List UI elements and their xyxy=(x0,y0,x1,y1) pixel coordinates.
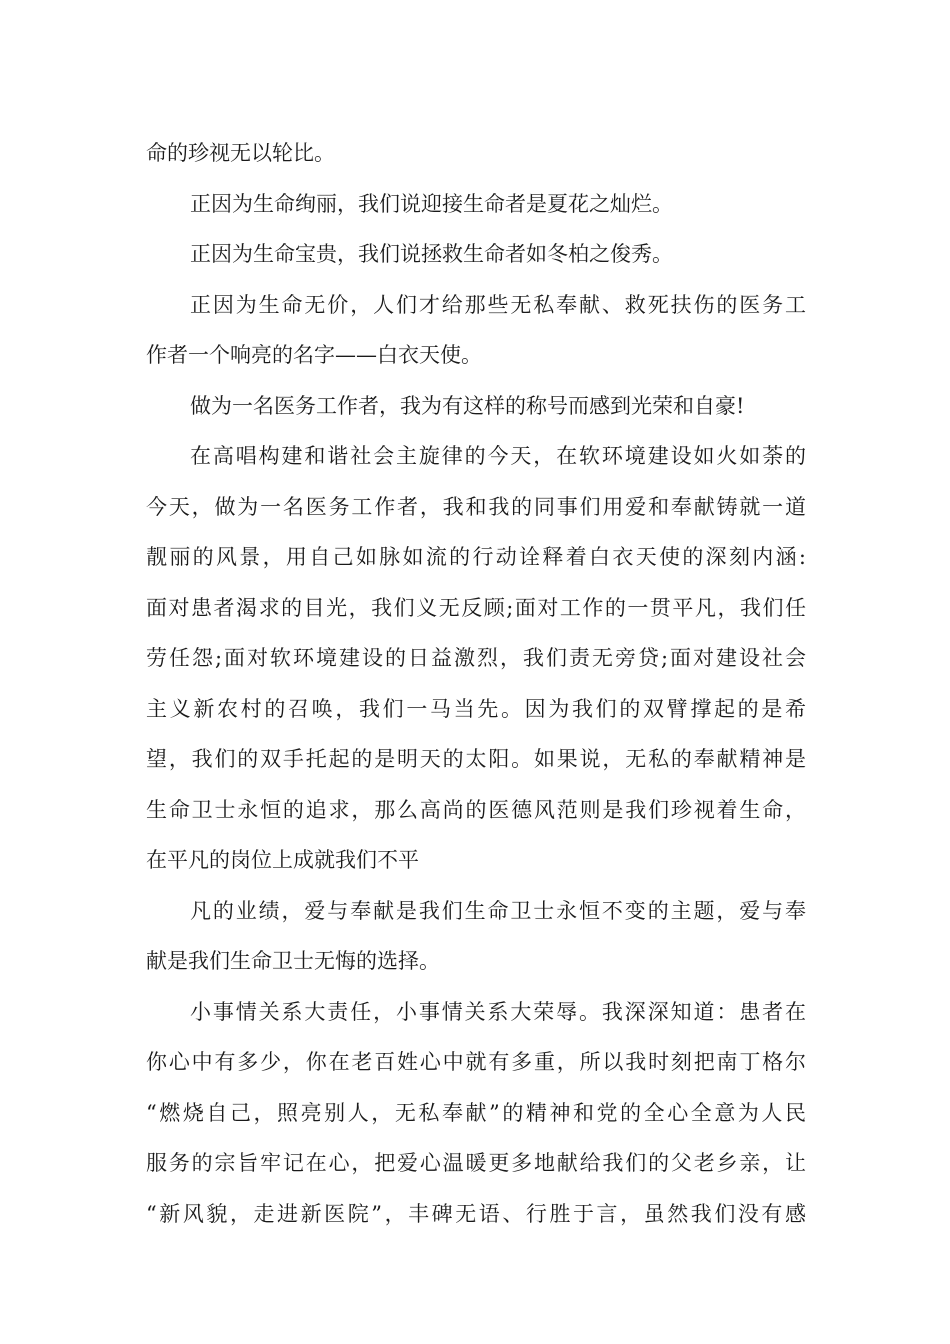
text-line: 主义新农村的召唤，我们一马当先。因为我们的双臂撑起的是希 xyxy=(146,696,806,721)
text-line: “新风貌，走进新医院”，丰碑无语、行胜于言，虽然我们没有感 xyxy=(146,1201,806,1226)
text-line: 劳任怨;面对软环境建设的日益激烈，我们责无旁贷;面对建设社会 xyxy=(146,646,806,670)
text-line: 小事情关系大责任，小事情关系大荣辱。我深深知道：患者在 xyxy=(190,999,806,1024)
text-line: 凡的业绩，爱与奉献是我们生命卫士永恒不变的主题，爱与奉 xyxy=(190,898,806,923)
text-line: 生命卫士永恒的追求，那么高尚的医德风范则是我们珍视着生命， xyxy=(146,797,806,822)
text-line: “燃烧自己，照亮别人，无私奉献”的精神和党的全心全意为人民 xyxy=(146,1100,806,1125)
text-line: 在平凡的岗位上成就我们不平 xyxy=(146,848,419,872)
text-line: 正因为生命绚丽，我们说迎接生命者是夏花之灿烂。 xyxy=(190,191,673,216)
text-line: 命的珍视无以轮比。 xyxy=(146,141,335,165)
document-body xyxy=(146,128,806,1239)
text-line: 献是我们生命卫士无悔的选择。 xyxy=(146,949,440,973)
text-line: 正因为生命宝贵，我们说拯救生命者如冬柏之俊秀。 xyxy=(190,242,673,266)
text-line: 望，我们的双手托起的是明天的太阳。如果说，无私的奉献精神是 xyxy=(146,747,806,771)
text-line: 做为一名医务工作者，我为有这样的称号而感到光荣和自豪! xyxy=(190,393,745,418)
text-line: 面对患者渴求的目光，我们义无反顾;面对工作的一贯平凡，我们任 xyxy=(146,595,806,620)
text-line: 正因为生命无价，人们才给那些无私奉献、救死扶伤的医务工 xyxy=(190,292,806,317)
text-line: 今天，做为一名医务工作者，我和我的同事们用爱和奉献铸就一道 xyxy=(146,494,806,519)
text-line: 你心中有多少，你在老百姓心中就有多重，所以我时刻把南丁格尔 xyxy=(146,1050,806,1074)
text-line: 服务的宗旨牢记在心，把爱心温暖更多地献给我们的父老乡亲，让 xyxy=(146,1151,806,1175)
text-line: 靓丽的风景，用自己如脉如流的行动诠释着白衣天使的深刻内涵: xyxy=(146,545,806,569)
text-line: 作者一个响亮的名字——白衣天使。 xyxy=(146,343,482,367)
text-line: 在高唱构建和谐社会主旋律的今天，在软环境建设如火如荼的 xyxy=(190,444,806,468)
